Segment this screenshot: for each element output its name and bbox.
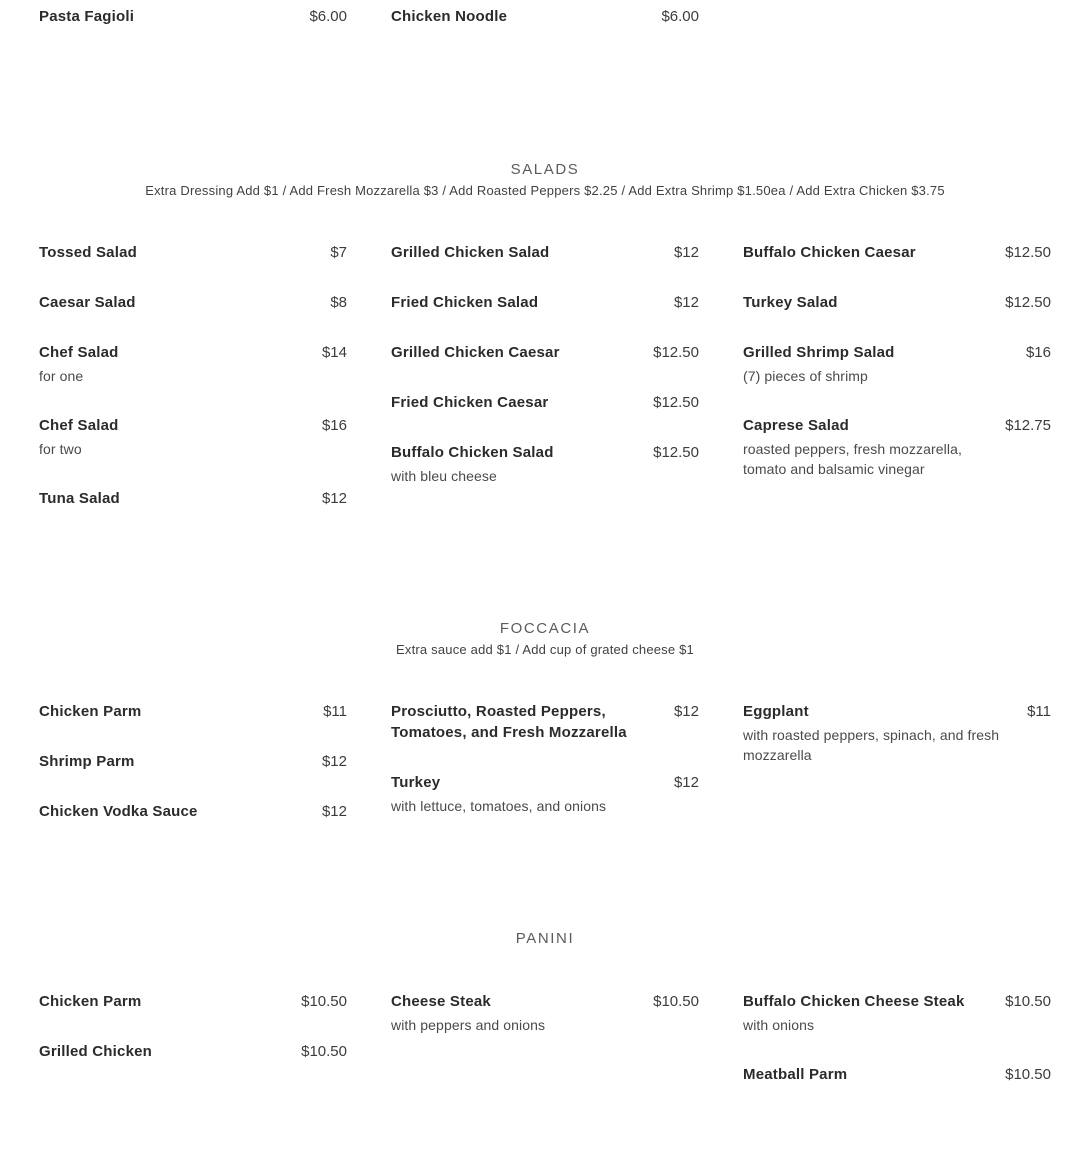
item-price: $12 bbox=[673, 244, 699, 261]
item-price: $12.50 bbox=[653, 394, 699, 411]
menu-item-row bbox=[743, 415, 1051, 436]
item-price: $16 bbox=[1025, 344, 1051, 361]
item-price: $6.00 bbox=[661, 8, 699, 25]
menu-item bbox=[743, 1064, 1051, 1085]
menu-item-row bbox=[39, 488, 347, 509]
item-description: (7) pieces of shrimp bbox=[743, 368, 868, 384]
menu-item bbox=[39, 292, 347, 313]
menu-item bbox=[743, 991, 1051, 1035]
item-description: for two bbox=[39, 441, 82, 457]
menu-item-row bbox=[391, 242, 699, 263]
menu-column bbox=[743, 6, 1051, 27]
item-name: Grilled Chicken Salad bbox=[391, 244, 550, 261]
menu-column bbox=[391, 6, 699, 56]
menu-item-row bbox=[39, 991, 347, 1012]
item-price: $12.50 bbox=[1005, 294, 1051, 311]
menu-item bbox=[39, 488, 347, 509]
menu-column bbox=[391, 991, 699, 1064]
item-name: Eggplant bbox=[743, 703, 809, 720]
item-price: $12.50 bbox=[653, 444, 699, 461]
menu-item bbox=[39, 701, 347, 722]
item-price: $12 bbox=[321, 753, 347, 770]
item-description: roasted peppers, fresh mozzarella, tomato and balsamic vinegar bbox=[743, 441, 962, 477]
menu-item-row bbox=[39, 292, 347, 313]
section-subtitle: Extra Dressing Add $1 / Add Fresh Mozzarella $3 / Add Roasted Peppers $2.25 / Add Extra Shrimp $1.50ea / Add Extra Chicken $3.75 bbox=[145, 183, 945, 198]
menu-column bbox=[39, 701, 347, 851]
item-price: $8 bbox=[330, 294, 347, 311]
item-price: $12 bbox=[673, 703, 699, 720]
item-name: Buffalo Chicken Cheese Steak bbox=[743, 993, 965, 1010]
menu-item bbox=[39, 242, 347, 263]
menu-column bbox=[39, 242, 347, 538]
menu-item bbox=[391, 442, 699, 486]
item-name: Tuna Salad bbox=[39, 490, 120, 507]
item-price: $12 bbox=[321, 803, 347, 820]
item-price: $11 bbox=[1027, 703, 1051, 720]
item-name: Chicken Noodle bbox=[391, 8, 508, 25]
menu-item-row bbox=[743, 242, 1051, 263]
item-name: Grilled Chicken bbox=[39, 1043, 153, 1060]
item-price: $12 bbox=[321, 490, 347, 507]
menu-item-row bbox=[39, 242, 347, 263]
item-description: with roasted peppers, spinach, and fresh mozzarella bbox=[743, 727, 1000, 763]
item-name: Grilled Shrimp Salad bbox=[743, 344, 895, 361]
menu-column bbox=[39, 6, 347, 56]
section-columns bbox=[39, 701, 1051, 851]
menu-item bbox=[391, 392, 699, 413]
menu-item-row bbox=[391, 772, 699, 793]
menu-section-salads bbox=[39, 160, 1051, 538]
item-price: $10.50 bbox=[301, 1043, 347, 1060]
item-name: Pasta Fagioli bbox=[39, 8, 135, 25]
menu-section-foccacia bbox=[39, 619, 1051, 851]
menu-item bbox=[39, 342, 347, 386]
item-name: Chicken Parm bbox=[39, 703, 142, 720]
item-name: Turkey Salad bbox=[743, 294, 838, 311]
menu-item bbox=[391, 772, 699, 816]
menu-item-row bbox=[391, 701, 699, 743]
menu-item bbox=[39, 6, 347, 27]
menu-column bbox=[39, 991, 347, 1091]
item-price: $10.50 bbox=[1005, 1066, 1051, 1083]
menu-item-row bbox=[743, 1064, 1051, 1085]
item-description: for one bbox=[39, 368, 84, 384]
menu-item-row bbox=[391, 392, 699, 413]
menu-item-row bbox=[743, 342, 1051, 363]
menu-item-row bbox=[743, 991, 1051, 1012]
item-price: $12.75 bbox=[1005, 417, 1051, 434]
menu-item-row bbox=[391, 292, 699, 313]
menu-item bbox=[391, 292, 699, 313]
item-name: Caprese Salad bbox=[743, 417, 849, 434]
menu-item-row bbox=[391, 442, 699, 463]
item-description: with lettuce, tomatoes, and onions bbox=[391, 798, 607, 814]
menu-item-row bbox=[39, 801, 347, 822]
item-name: Tossed Salad bbox=[39, 244, 137, 261]
section-title: FOCCACIA bbox=[499, 620, 591, 637]
item-price: $12.50 bbox=[653, 344, 699, 361]
item-name: Caesar Salad bbox=[39, 294, 136, 311]
item-name: Cheese Steak bbox=[391, 993, 491, 1010]
section-title: PANINI bbox=[515, 930, 575, 947]
menu-column bbox=[743, 242, 1051, 508]
menu-item-row bbox=[391, 991, 699, 1012]
item-price: $12.50 bbox=[1005, 244, 1051, 261]
menu-item-row bbox=[39, 6, 347, 27]
item-name: Prosciutto, Roasted Peppers, Tomatoes, and Fresh Mozzarella bbox=[391, 703, 627, 741]
menu-item-row bbox=[391, 6, 699, 27]
menu-item bbox=[39, 751, 347, 772]
menu-item bbox=[391, 242, 699, 263]
menu-item bbox=[743, 415, 1051, 479]
item-description: with onions bbox=[743, 1017, 815, 1033]
section-columns bbox=[39, 242, 1051, 538]
menu-column bbox=[391, 701, 699, 845]
item-name: Chicken Vodka Sauce bbox=[39, 803, 198, 820]
item-name: Chef Salad bbox=[39, 344, 119, 361]
menu-item-row bbox=[39, 415, 347, 436]
item-name: Grilled Chicken Caesar bbox=[391, 344, 560, 361]
section-columns bbox=[39, 991, 1051, 1114]
item-name: Fried Chicken Salad bbox=[391, 294, 539, 311]
menu-item bbox=[743, 342, 1051, 386]
menu-item bbox=[391, 6, 699, 27]
item-name: Meatball Parm bbox=[743, 1066, 848, 1083]
item-price: $11 bbox=[323, 703, 347, 720]
menu-item bbox=[391, 342, 699, 363]
item-name: Chef Salad bbox=[39, 417, 119, 434]
menu-item-row bbox=[743, 701, 1051, 722]
item-price: $14 bbox=[321, 344, 347, 361]
item-price: $12 bbox=[673, 774, 699, 791]
section-subtitle: Extra sauce add $1 / Add cup of grated cheese $1 bbox=[396, 642, 694, 657]
item-description: with bleu cheese bbox=[391, 468, 497, 484]
menu-item-row bbox=[743, 292, 1051, 313]
menu-column bbox=[743, 701, 1051, 794]
menu-section-panini bbox=[39, 929, 1051, 1114]
item-name: Chicken Parm bbox=[39, 993, 142, 1010]
menu-item-row bbox=[39, 342, 347, 363]
menu-item bbox=[743, 701, 1051, 765]
menu-item bbox=[39, 1041, 347, 1062]
item-price: $10.50 bbox=[653, 993, 699, 1010]
menu-top-row bbox=[39, 6, 1051, 56]
menu-item bbox=[391, 701, 699, 743]
item-price: $7 bbox=[330, 244, 347, 261]
menu-item bbox=[743, 292, 1051, 313]
menu-item-row bbox=[39, 701, 347, 722]
item-name: Buffalo Chicken Caesar bbox=[743, 244, 916, 261]
item-description: with peppers and onions bbox=[391, 1017, 546, 1033]
menu-item bbox=[39, 991, 347, 1012]
item-price: $6.00 bbox=[309, 8, 347, 25]
item-price: $10.50 bbox=[1005, 993, 1051, 1010]
item-price: $12 bbox=[673, 294, 699, 311]
item-name: Fried Chicken Caesar bbox=[391, 394, 549, 411]
menu-column bbox=[743, 991, 1051, 1114]
item-name: Shrimp Parm bbox=[39, 753, 135, 770]
menu-item bbox=[39, 801, 347, 822]
menu-item bbox=[39, 415, 347, 459]
menu-item-row bbox=[391, 342, 699, 363]
menu-item-row bbox=[39, 1041, 347, 1062]
item-name: Buffalo Chicken Salad bbox=[391, 444, 554, 461]
menu-item-row bbox=[39, 751, 347, 772]
menu-column bbox=[391, 242, 699, 515]
menu-item bbox=[743, 242, 1051, 263]
item-name: Turkey bbox=[391, 774, 441, 791]
menu-item bbox=[391, 991, 699, 1035]
item-price: $10.50 bbox=[301, 993, 347, 1010]
section-title: SALADS bbox=[510, 161, 580, 178]
item-price: $16 bbox=[321, 417, 347, 434]
